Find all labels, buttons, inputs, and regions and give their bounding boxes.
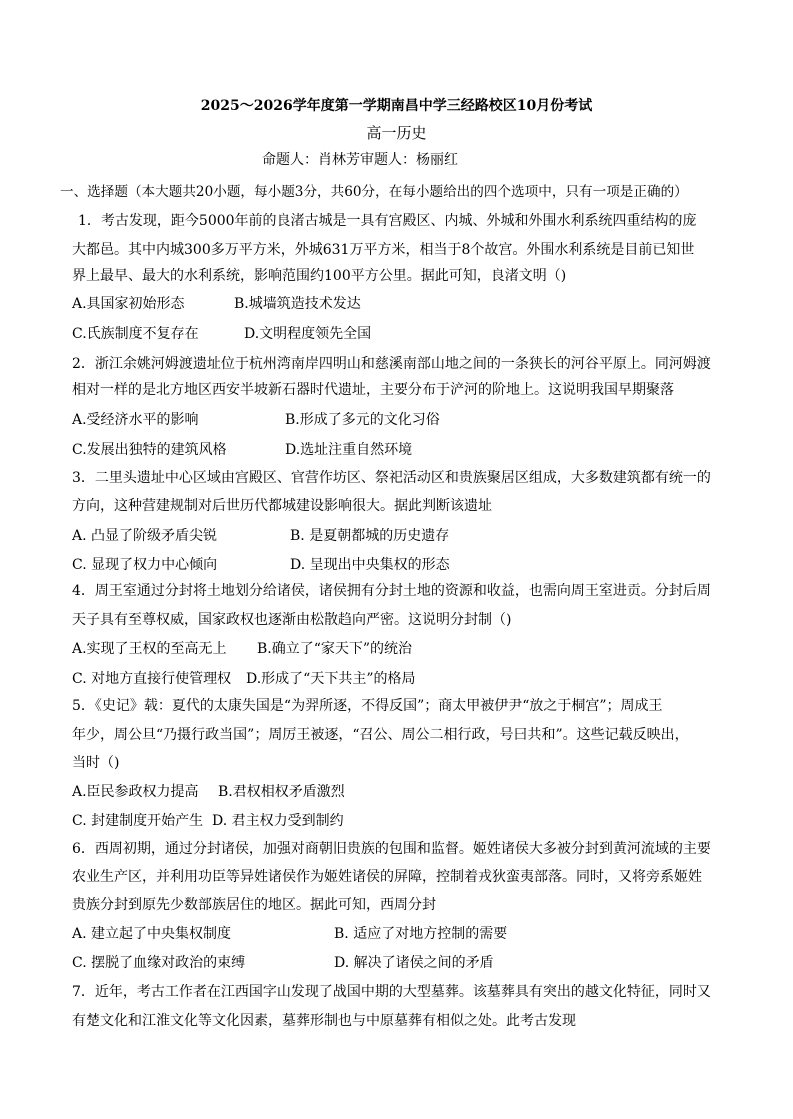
option-a: A.实现了王权的至高无上: [72, 641, 227, 657]
option-b: B.城墙筑造技术发达: [234, 296, 361, 312]
question-line: 6．西周初期，通过分封诸侯，加强对商朝旧贵族的包围和监督。姬姓诸侯大多被分封到黄河流域的主要: [72, 841, 711, 857]
option-b: B. 是夏朝都城的历史遗存: [290, 528, 450, 544]
question-line: 贵族分封到原先少数部族居住的地区。据此可知，西周分封: [72, 897, 436, 913]
option-b: B.确立了“家天下”的统治: [257, 641, 413, 657]
option-a: A.受经济水平的影响: [72, 412, 199, 428]
option-c: C.发展出独特的建筑风格: [72, 442, 227, 458]
question-line: 2．浙江余姚河姆渡遗址位于杭州湾南岸四明山和慈溪南部山地之间的一条狭长的河谷平原上。同河姆渡: [72, 356, 711, 372]
question-line: 方向，这种营建规制对后世历代都城建设影响很大。据此判断该遗址: [72, 498, 492, 514]
section-heading: 一、选择题（本大题共20小题，每小题3分，共60分，在每小题给出的四个选项中，只有一项是正确的）: [60, 184, 688, 200]
question-line: 界上最早、最大的水利系统，影响范围约100平方公里。据此可知，良渚文明（): [72, 268, 567, 284]
question-line: 年少，周公旦“乃摄行政当国”；周厉王被逐，“召公、周公二相行政，号曰共和”。这些记载反映出，: [72, 727, 689, 743]
option-d: D.文明程度领先全国: [244, 326, 372, 342]
option-b: B.君权相权矛盾激烈: [218, 784, 345, 800]
question-line: 当时（): [72, 755, 120, 771]
option-d: D.形成了“天下共主”的格局: [246, 671, 416, 687]
option-a: A.具国家初始形态: [72, 296, 185, 312]
option-b: B. 适应了对地方控制的需要: [334, 926, 508, 942]
question-line: 3．二里头遗址中心区域由宫殿区、官营作坊区、祭祀活动区和贵族聚居区组成，大多数建筑都有统一的: [72, 470, 711, 486]
option-c: C. 显现了权力中心倾向: [72, 557, 218, 573]
option-d: D.选址注重自然环境: [285, 442, 413, 458]
option-a: A. 建立起了中央集权制度: [72, 926, 232, 942]
question-line: 7．近年，考古工作者在江西国字山发现了战国中期的大型墓葬。该墓葬具有突出的越文化特征，同时又: [72, 984, 711, 1000]
option-d: D. 君主权力受到制约: [212, 813, 344, 829]
exam-subject: 高一历史: [366, 124, 427, 142]
question-line: 5．《史记》载：夏代的太康失国是“为羿所逐，不得反国”；商太甲被伊尹“放之于桐宫”；周成王: [72, 698, 663, 714]
option-d: D. 解决了诸侯之间的矛盾: [334, 955, 494, 971]
option-d: D. 呈现出中央集权的形态: [290, 557, 450, 573]
question-line: 大都邑。其中内城300多万平方米，外城631万平方米，相当于8个故宫。外围水利系统是目前已知世: [72, 242, 695, 258]
option-a: A.臣民参政权力提高: [72, 784, 199, 800]
question-line: 农业生产区，并利用功臣等异姓诸侯作为姬姓诸侯的屏障，控制着戎狄蛮夷部落。同时，又将旁系姬姓: [72, 869, 702, 885]
option-c: C. 封建制度开始产生: [72, 813, 204, 829]
option-c: C. 对地方直接行使管理权: [72, 671, 232, 687]
question-line: 4．周王室通过分封将土地划分给诸侯，诸侯拥有分封土地的资源和收益，也需向周王室进贡。分封后周: [72, 583, 711, 599]
question-line: 1．考古发现，距今5000年前的良渚古城是一具有宫殿区、内城、外城和外围水利系统四重结构的庞: [78, 213, 697, 229]
option-b: B.形成了多元的文化习俗: [285, 412, 440, 428]
option-a: A. 凸显了阶级矛盾尖锐: [72, 528, 218, 544]
question-line: 有楚文化和江淮文化等文化因素，墓葬形制也与中原墓葬有相似之处。此考古发现: [72, 1013, 576, 1029]
exam-authors: 命题人：肖林芳审题人：杨丽红: [262, 152, 458, 168]
question-line: 相对一样的是北方地区西安半坡新石器时代遗址，主要分布于浐河的阶地上。这说明我国早期聚落: [72, 382, 674, 398]
option-c: C.氏族制度不复存在: [72, 326, 199, 342]
question-line: 天子具有至尊权威，国家政权也逐渐由松散趋向严密。这说明分封制（): [72, 612, 512, 628]
exam-title: 2025～2026学年度第一学期南昌中学三经路校区10月份考试: [200, 98, 593, 114]
option-c: C. 摆脱了血缘对政治的束缚: [72, 955, 246, 971]
